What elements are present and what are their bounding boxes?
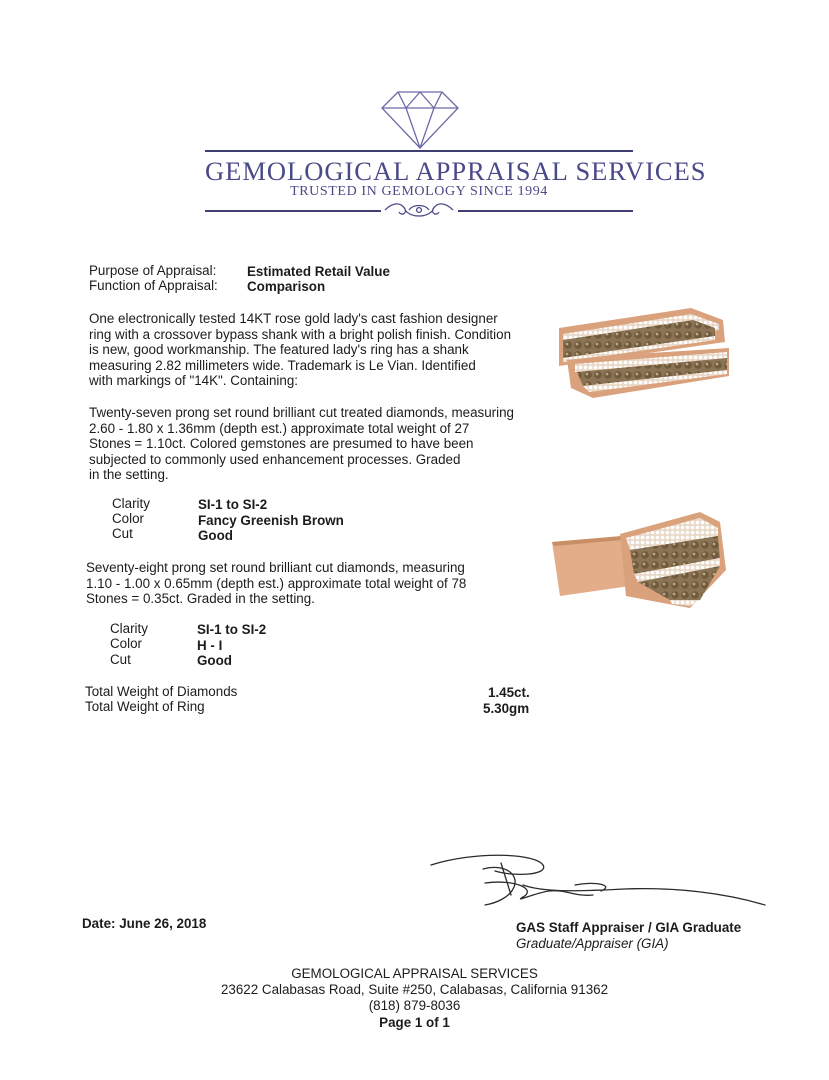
stones2-clarity-label: Clarity bbox=[110, 621, 148, 636]
stones2-cut-value: Good bbox=[197, 653, 232, 668]
total-ring-value: 5.30gm bbox=[483, 701, 530, 716]
total-diamonds-label: Total Weight of Diamonds bbox=[85, 684, 238, 699]
logo-top-rule bbox=[205, 150, 633, 152]
total-ring-label: Total Weight of Ring bbox=[85, 699, 205, 714]
total-diamonds-value: 1.45ct. bbox=[488, 685, 530, 700]
appraisal-date: Date: June 26, 2018 bbox=[82, 916, 207, 931]
stones1-line: Twenty-seven prong set round brilliant cut treated diamonds, measuring bbox=[89, 405, 515, 420]
stones1-line: subjected to commonly used enhancement processes. Graded bbox=[89, 451, 461, 467]
stones2-line: 1.10 - 1.00 x 0.65mm (depth est.) approximate total weight of 78 bbox=[86, 575, 467, 591]
stones1-clarity-value: SI-1 to SI-2 bbox=[198, 497, 268, 512]
description-line: measuring 2.82 millimeters wide. Trademark is Le Vian. Identified bbox=[89, 357, 476, 373]
diamond-logo-icon bbox=[380, 86, 460, 152]
item-description bbox=[89, 311, 529, 389]
footer-address: 23622 Calabasas Road, Suite #250, Calabasas, California 91362 bbox=[220, 982, 609, 997]
description-line: ring with a crossover bypass shank with a bright polish finish. Condition bbox=[89, 326, 512, 342]
description-line: with markings of "14K". Containing: bbox=[89, 373, 298, 388]
stones1-description bbox=[89, 405, 529, 483]
description-line: is new, good workmanship. The featured lady's ring has a shank bbox=[89, 342, 469, 357]
page-number: Page 1 of 1 bbox=[379, 1015, 450, 1030]
ring-top-view-image bbox=[553, 300, 733, 410]
flourish-ornament-icon bbox=[383, 200, 455, 220]
footer-company: GEMOLOGICAL APPRAISAL SERVICES bbox=[291, 966, 538, 981]
description-line: One electronically tested 14KT rose gold lady's cast fashion designer bbox=[89, 311, 498, 326]
appraiser-subtitle: Graduate/Appraiser (GIA) bbox=[516, 936, 669, 951]
stones2-color-value: H - I bbox=[197, 638, 223, 653]
logo-tagline: TRUSTED IN GEMOLOGY SINCE 1994 bbox=[290, 184, 548, 199]
stones2-cut-label: Cut bbox=[110, 652, 131, 667]
stones1-clarity-label: Clarity bbox=[112, 496, 150, 511]
stones2-line: Seventy-eight prong set round brilliant cut diamonds, measuring bbox=[86, 560, 465, 575]
logo-company-name: GEMOLOGICAL APPRAISAL SERVICES bbox=[205, 156, 707, 186]
purpose-value: Estimated Retail Value bbox=[247, 264, 390, 279]
stones1-line: 2.60 - 1.80 x 1.36mm (depth est.) approximate total weight of 27 bbox=[89, 420, 470, 436]
stones2-line: Stones = 0.35ct. Graded in the setting. bbox=[86, 591, 315, 606]
stones1-line: in the setting. bbox=[89, 467, 169, 482]
stones1-cut-label: Cut bbox=[112, 526, 133, 541]
footer-phone: (818) 879-8036 bbox=[368, 998, 461, 1013]
stones1-cut-value: Good bbox=[198, 528, 233, 543]
stones2-color-label: Color bbox=[110, 636, 142, 651]
signature-image bbox=[425, 845, 770, 920]
function-value: Comparison bbox=[247, 279, 326, 294]
stones1-line: Stones = 1.10ct. Colored gemstones are presumed to have been bbox=[89, 436, 474, 451]
stones1-color-value: Fancy Greenish Brown bbox=[198, 513, 344, 528]
function-label: Function of Appraisal: bbox=[89, 278, 218, 293]
logo-bottom-rule-left bbox=[205, 210, 381, 212]
purpose-label: Purpose of Appraisal: bbox=[89, 263, 217, 278]
stones2-clarity-value: SI-1 to SI-2 bbox=[197, 622, 267, 637]
ring-side-view-image bbox=[550, 510, 730, 615]
stones2-description bbox=[86, 560, 526, 607]
stones1-color-label: Color bbox=[112, 511, 144, 526]
appraiser-title: GAS Staff Appraiser / GIA Graduate bbox=[516, 920, 742, 935]
logo-bottom-rule-right bbox=[458, 210, 633, 212]
